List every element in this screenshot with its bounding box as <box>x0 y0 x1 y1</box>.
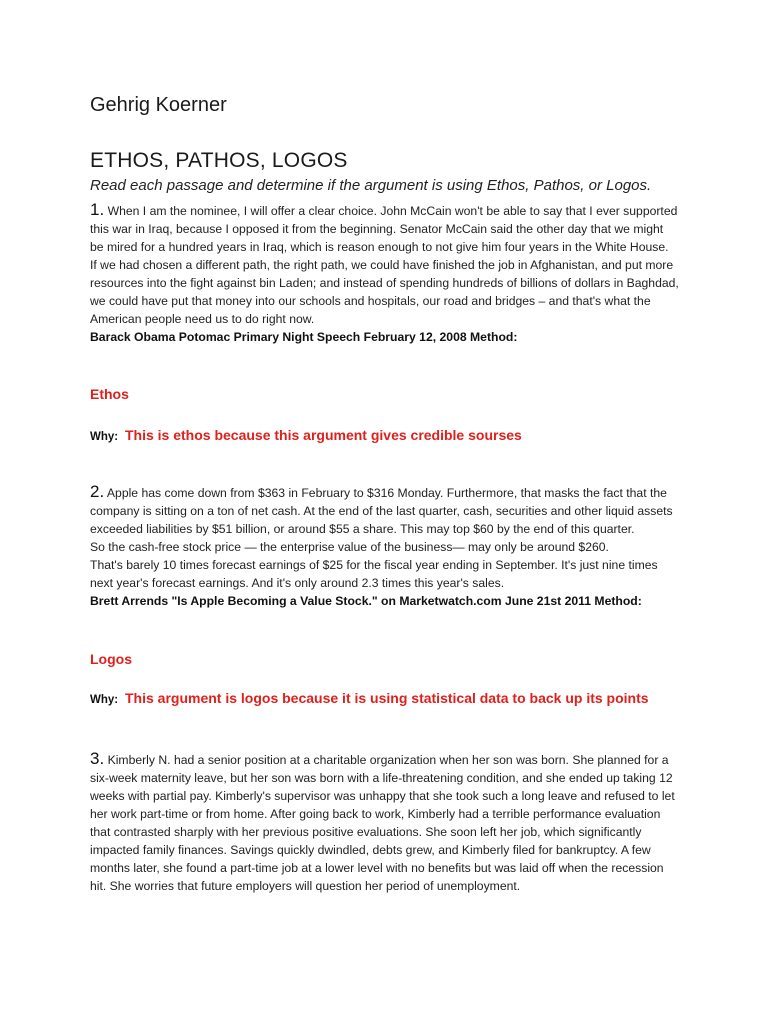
why-text: This argument is logos because it is using statistical data to back up its points <box>125 690 649 706</box>
passage-number: 2. <box>90 482 105 501</box>
passage-text: That's barely 10 times forecast earnings of $25 for the fiscal year ending in September. It's just nine times next year's forecast earnings. And it's only around 2.3 times this year's sales. <box>90 558 658 590</box>
why-text: This is ethos because this argument gives credible sourses <box>125 427 522 443</box>
why-2 <box>90 687 680 711</box>
passage-3 <box>90 750 680 895</box>
answer-2: Logos <box>90 651 132 667</box>
passage-1 <box>90 201 680 346</box>
why-1 <box>90 424 680 448</box>
passage-2 <box>90 483 680 610</box>
passage-text: Apple has come down from $363 in February to $316 Monday. Furthermore, that masks the fact that the company is sitting on a ton of net cash. At the end of the last quarter, cash, securities and other liquid assets exceeded liabilities by $51 billion, or around $55 a share. This may top $60 by the end of this quarter. <box>90 486 673 536</box>
document-title: ETHOS, PATHOS, LOGOS <box>90 149 348 172</box>
passage-text: Kimberly N. had a senior position at a charitable organization when her son was born. She planned for a six-week maternity leave, but her son was born with a life-threatening condition, and she ended up taking 12 weeks with partial pay. Kimberly's supervisor was unhappy that she took such a long leave and refused to let her work part-time or from home. After going back to work, Kimberly had a terrible performance evaluation that contrasted sharply with her previous positive evaluations. She soon left her job, which significantly impacted family finances. Savings quickly dwindled, debts grew, and Kimberly filed for bankruptcy. A few months later, she found a part-time job at a lower level with no benefits but was laid off when the recession hit. She worries that future employers will question her period of unemployment. <box>90 753 675 893</box>
passage-source: Brett Arrends "Is Apple Becoming a Value Stock." on Marketwatch.com June 21st 2011 Method: <box>90 594 642 608</box>
why-label: Why: <box>90 431 119 443</box>
passage-source: Barack Obama Potomac Primary Night Speech February 12, 2008 Method: <box>90 330 518 344</box>
why-label: Why: <box>90 694 119 706</box>
instructions: Read each passage and determine if the argument is using Ethos, Pathos, or Logos. <box>90 177 652 194</box>
passage-text: When I am the nominee, I will offer a clear choice. John McCain won't be able to say that I ever supported this war in Iraq, because I opposed it from the beginning. Senator McCain said the other day that we might be mired for a hundred years in Iraq, which is reason enough to not give him four years in the White House. <box>90 204 678 254</box>
passage-number: 3. <box>90 749 105 768</box>
passage-number: 1. <box>90 200 105 219</box>
passage-text: If we had chosen a different path, the right path, we could have finished the job in Afghanistan, and put more resources into the fight against bin Laden; and instead of spending hundreds of billions of dollars in Baghdad, we could have put that money into our schools and hospitals, our road and bridges – and that's what the American people need us to do right now. <box>90 258 679 326</box>
answer-1: Ethos <box>90 386 129 402</box>
passage-text: So the cash-free stock price — the enterprise value of the business— may only be around $260. <box>90 540 609 554</box>
author-name: Gehrig Koerner <box>90 94 227 116</box>
